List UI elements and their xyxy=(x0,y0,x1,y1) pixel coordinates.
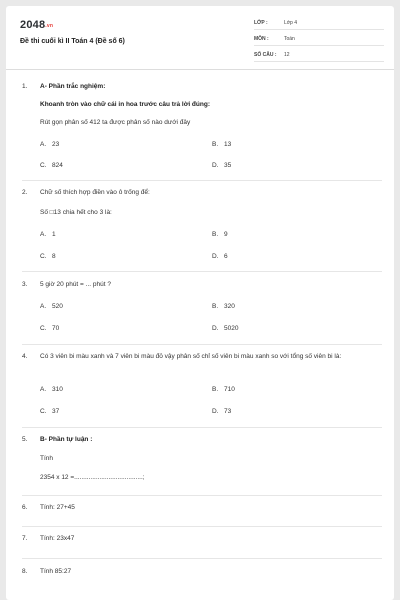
meta-question-count xyxy=(254,49,384,62)
question-number: 6. xyxy=(22,504,28,511)
question-number: 5. xyxy=(22,436,28,443)
question-number: 7. xyxy=(22,535,28,542)
meta-question-count-label: SỐ CÂU : xyxy=(254,52,277,58)
question-label: Tính xyxy=(40,455,54,462)
divider xyxy=(22,526,382,527)
option-b[interactable]: B. 710 xyxy=(212,386,235,393)
divider xyxy=(22,558,382,559)
divider xyxy=(22,271,382,272)
question-number: 3. xyxy=(22,281,28,288)
question-number: 4. xyxy=(22,353,28,360)
meta-class-value: Lớp 4 xyxy=(284,20,298,26)
exam-title: Đề thi cuối kì II Toán 4 (Đề số 6) xyxy=(20,38,125,45)
site-logo[interactable]: 2048.vn xyxy=(20,19,54,31)
option-a[interactable]: A. 23 xyxy=(40,141,60,148)
question-expression: 2354 x 12 =......................................; xyxy=(40,474,145,481)
exam-sheet xyxy=(6,6,394,600)
question-text: 5 giờ 20 phút = ... phút ? xyxy=(40,281,111,288)
question-text: Tính: 23x47 xyxy=(40,535,75,542)
question-text: Chữ số thích hợp điền vào ô trống để: xyxy=(40,189,150,196)
option-b[interactable]: B. 13 xyxy=(212,141,232,148)
divider xyxy=(22,180,382,181)
question-subtext: Số □13 chia hết cho 3 là: xyxy=(40,209,112,216)
question-instruction: Khoanh tròn vào chữ cái in hoa trước câu trả lời đúng: xyxy=(40,101,210,108)
option-c[interactable]: C. 70 xyxy=(40,325,60,332)
option-d[interactable]: D. 35 xyxy=(212,162,232,169)
option-c[interactable]: C. 824 xyxy=(40,162,63,169)
option-a[interactable]: A. 310 xyxy=(40,386,63,393)
option-d[interactable]: D. 6 xyxy=(212,253,228,260)
option-b[interactable]: B. 320 xyxy=(212,303,235,310)
meta-subject-label: MÔN : xyxy=(254,36,269,42)
exam-header xyxy=(6,6,394,70)
section-title: B- Phần tự luận : xyxy=(40,436,93,443)
question-text: Tính: 27+45 xyxy=(40,504,75,511)
question-number: 2. xyxy=(22,189,28,196)
meta-class-label: LỚP : xyxy=(254,20,268,26)
section-title: A- Phần trắc nghiệm: xyxy=(40,83,106,90)
divider xyxy=(22,344,382,345)
meta-subject xyxy=(254,33,384,46)
question-number: 1. xyxy=(22,83,28,90)
question-text: Có 3 viên bi màu xanh và 7 viên bi màu đỏ vậy phân số chỉ số viên bi màu xanh so với tổng số viên bi là: xyxy=(40,353,342,360)
option-c[interactable]: C. 37 xyxy=(40,408,60,415)
divider xyxy=(22,495,382,496)
option-a[interactable]: A. 520 xyxy=(40,303,63,310)
option-c[interactable]: C. 8 xyxy=(40,253,56,260)
option-a[interactable]: A. 1 xyxy=(40,231,56,238)
option-d[interactable]: D. 5020 xyxy=(212,325,239,332)
meta-subject-value: Toán xyxy=(284,36,295,42)
meta-question-count-value: 12 xyxy=(284,52,290,58)
option-b[interactable]: B. 9 xyxy=(212,231,228,238)
question-text: Tính 85:27 xyxy=(40,568,72,575)
meta-class xyxy=(254,17,384,30)
divider xyxy=(22,427,382,428)
question-number: 8. xyxy=(22,568,28,575)
option-d[interactable]: D. 73 xyxy=(212,408,232,415)
question-text: Rút gọn phân số 412 ta được phân số nào dưới đây xyxy=(40,119,191,126)
